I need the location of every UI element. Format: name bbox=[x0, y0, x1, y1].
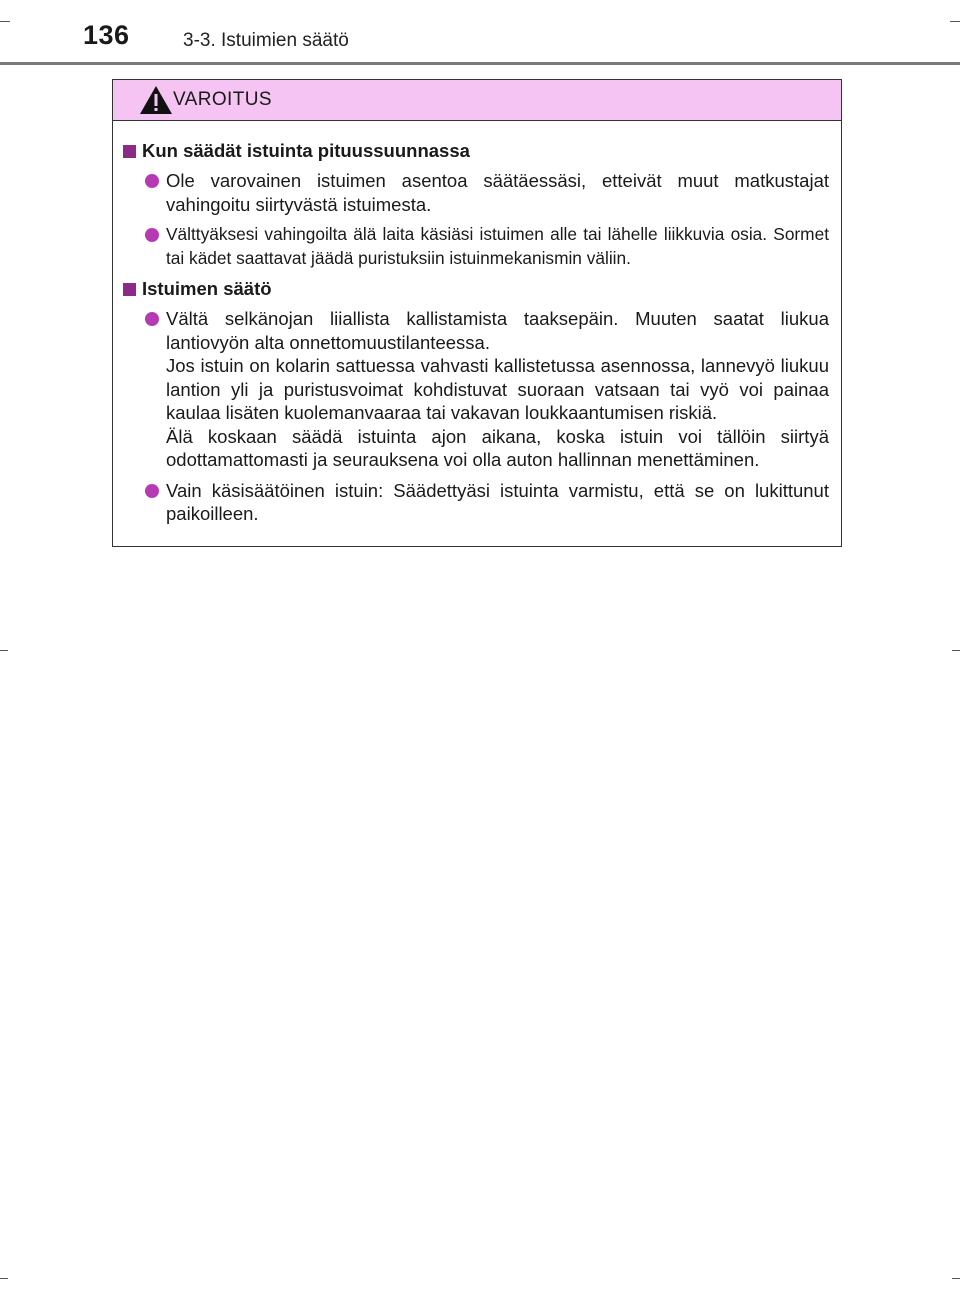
warning-label: VAROITUS bbox=[173, 89, 272, 110]
crop-mark bbox=[0, 21, 10, 22]
list-item bbox=[145, 169, 829, 216]
paragraph: Älä koskaan säädä istuinta ajon aikana, koska istuin voi tällöin siirtyä odottamattomasti ja seurauksena voi olla auton hallinnan menettäminen. bbox=[166, 425, 829, 470]
crop-mark bbox=[0, 650, 8, 651]
list-item-text bbox=[166, 479, 829, 526]
bullet-dot-icon bbox=[145, 174, 159, 188]
paragraph: Vain käsisäätöinen istuin: Säädettyäsi istuinta varmistu, että se on lukittunut paikoilleen. bbox=[166, 479, 829, 524]
paragraph: Välttyäksesi vahingoilta älä laita käsiäsi istuimen alle tai lähelle liikkuvia osia. Sormet tai kädet saattavat jäädä puristuksiin istuinmekanismin väliin. bbox=[166, 224, 829, 268]
list-item-text bbox=[166, 169, 829, 216]
crop-mark bbox=[0, 1278, 8, 1279]
header-divider bbox=[0, 62, 960, 65]
section-title: 3-3. Istuimien säätö bbox=[183, 30, 349, 51]
crop-mark bbox=[952, 1278, 960, 1279]
paragraph: Vältä selkänojan liiallista kallistamista taaksepäin. Muuten saatat liukua lantiovyön alta onnettomuustilanteessa. bbox=[166, 308, 829, 353]
bullet-dot-icon bbox=[145, 228, 159, 242]
warning-triangle-icon bbox=[139, 85, 173, 115]
paragraph: Jos istuin on kolarin sattuessa vahvasti kallistetussa asennossa, lannevyö liukuu lantion yli ja puristusvoimat kohdistuvat suoraan vatsaan tai vyö voi painaa kaulaa lisäten kuolemanvaaraa tai vakavan loukkaantumisen riskiä. bbox=[166, 355, 829, 423]
list-item bbox=[145, 223, 829, 270]
list-item-text bbox=[166, 307, 829, 472]
warning-header bbox=[113, 80, 841, 121]
section-heading bbox=[123, 139, 829, 163]
crop-mark bbox=[950, 21, 960, 22]
list-item bbox=[145, 479, 829, 526]
page-number: 136 bbox=[83, 20, 130, 50]
warning-body bbox=[113, 121, 841, 526]
crop-mark bbox=[952, 650, 960, 651]
warning-box bbox=[112, 79, 842, 547]
bullet-dot-icon bbox=[145, 484, 159, 498]
list-item bbox=[145, 307, 829, 472]
paragraph: Ole varovainen istuimen asentoa säätäessäsi, etteivät muut matkustajat vahingoitu siirtyvästä istuimesta. bbox=[166, 170, 829, 215]
square-bullet-icon bbox=[123, 145, 136, 158]
list-item-text bbox=[166, 223, 829, 270]
bullet-dot-icon bbox=[145, 312, 159, 326]
section-heading-text: Kun säädät istuinta pituussuunnassa bbox=[142, 140, 470, 161]
section-heading-text: Istuimen säätö bbox=[142, 278, 272, 299]
square-bullet-icon bbox=[123, 283, 136, 296]
section-heading bbox=[123, 277, 829, 301]
